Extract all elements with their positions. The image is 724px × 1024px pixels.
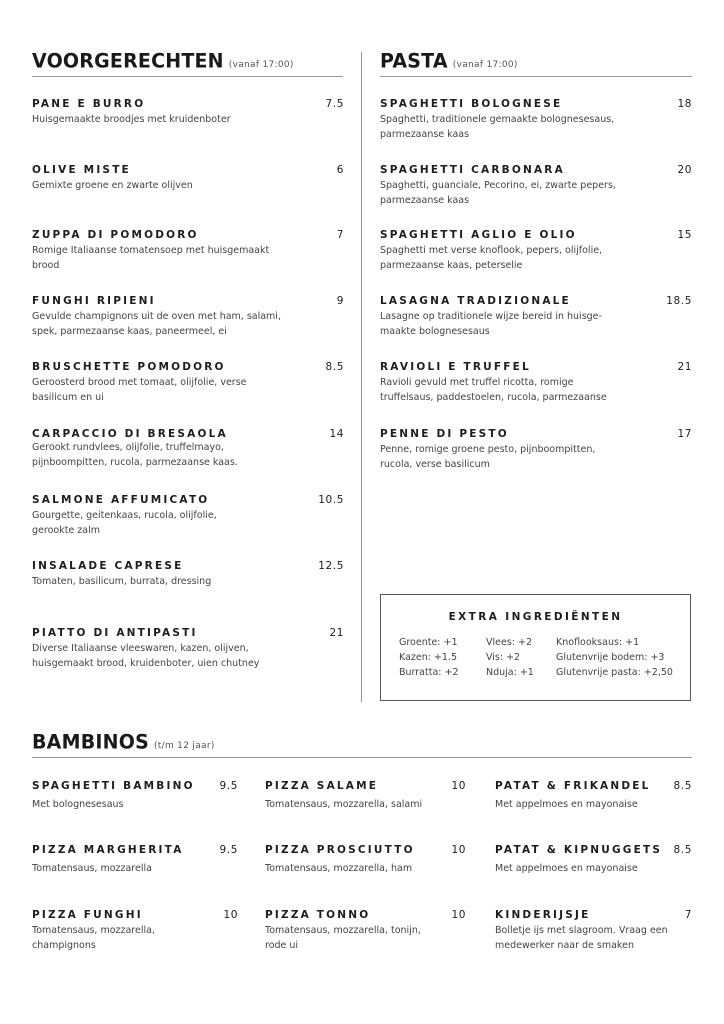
menu-item [32, 427, 344, 470]
menu-item [380, 97, 692, 142]
item-price: 18.5 [666, 295, 692, 307]
item-description: Gemixte groene en zwarte olijven [32, 180, 193, 191]
item-name: PIATTO DI ANTIPASTI [32, 627, 198, 639]
extra-ingredient: Groente: +1 [399, 637, 458, 648]
item-price: 12.5 [318, 560, 344, 572]
item-description: Huisgemaakte broodjes met kruidenboter [32, 114, 231, 125]
extra-ingredient: Burratta: +2 [399, 667, 459, 678]
menu-item [265, 908, 466, 953]
item-description: Penne, romige groene pesto, pijnboompitten, [380, 444, 596, 455]
item-description: Tomatensaus, mozzarella [32, 863, 152, 874]
item-name: SALMONE AFFUMICATO [32, 494, 210, 506]
menu-item [32, 559, 344, 589]
menu-item [265, 779, 466, 812]
bambinos-subtitle: (t/m 12 jaar) [153, 741, 215, 751]
item-description: Gourgette, geitenkaas, rucola, olijfolie, [32, 510, 217, 521]
item-description: Met appelmoes en mayonaise [495, 863, 638, 874]
item-description: Met bolognesesaus [32, 799, 124, 810]
item-description: Tomatensaus, mozzarella, ham [265, 863, 413, 874]
item-name: SPAGHETTI BOLOGNESE [380, 98, 563, 110]
item-description: Gevulde champignons uit de oven met ham, salami, [32, 311, 281, 322]
item-description: Tomaten, basilicum, burrata, dressing [32, 576, 212, 587]
item-name: INSALADE CAPRESE [32, 560, 184, 572]
item-description: gerookte zalm [32, 525, 100, 536]
item-name: PANE E BURRO [32, 98, 146, 110]
item-description: Tomatensaus, mozzarella, salami [265, 799, 423, 810]
item-description: basilicum en ui [32, 392, 104, 403]
item-price: 10 [451, 909, 466, 921]
menu-item [32, 843, 238, 876]
menu-item [495, 779, 692, 812]
extra-ingredient: Vlees: +2 [486, 637, 533, 648]
menu-item [32, 493, 344, 538]
menu-item [32, 228, 344, 273]
item-description: Met appelmoes en mayonaise [495, 799, 638, 810]
item-description: Gerookt rundvlees, olijfolie, truffelmayo, [32, 442, 224, 453]
menu-item [495, 908, 692, 953]
item-name: PIZZA SALAME [265, 780, 379, 792]
item-price: 10 [451, 780, 466, 792]
item-description: maakte bolognesesaus [380, 326, 490, 337]
voorgerechten-title: VOORGERECHTEN [32, 49, 224, 73]
extra-ingredient: Kazen: +1.5 [399, 652, 458, 663]
item-price: 17 [677, 428, 692, 440]
menu-item [32, 294, 344, 339]
item-price: 15 [677, 229, 692, 241]
item-name: KINDERIJSJE [495, 909, 591, 921]
item-name: SPAGHETTI AGLIO E OLIO [380, 229, 577, 241]
item-description: parmezaanse kaas [380, 195, 470, 206]
item-description: Spaghetti met verse knoflook, pepers, olijfolie, [380, 245, 603, 256]
item-name: PENNE DI PESTO [380, 428, 509, 440]
item-name: PIZZA FUNGHI [32, 909, 143, 921]
item-description: Spaghetti, guanciale, Pecorino, ei, zwarte pepers, [380, 180, 616, 191]
item-description: medewerker naar de smaken [495, 940, 634, 951]
item-name: CARPACCIO DI BRESAOLA [32, 428, 228, 440]
item-name: RAVIOLI E TRUFFEL [380, 361, 531, 373]
menu-item [380, 294, 692, 339]
item-description: Ravioli gevuld met truffel ricotta, romige [380, 377, 574, 388]
column-divider [361, 52, 362, 702]
item-price: 18 [677, 98, 692, 110]
item-price: 8.5 [673, 780, 692, 792]
menu-item [32, 97, 344, 127]
item-description: Geroosterd brood met tomaat, olijfolie, verse [32, 377, 247, 388]
item-name: LASAGNA TRADIZIONALE [380, 295, 571, 307]
item-description: Tomatensaus, mozzarella, [32, 925, 155, 936]
item-price: 9.5 [219, 780, 238, 792]
item-price: 20 [677, 164, 692, 176]
extra-ingredient: Knoflooksaus: +1 [556, 637, 640, 648]
item-price: 7.5 [325, 98, 344, 110]
extra-ingredients-box [380, 594, 691, 701]
item-price: 7 [684, 909, 692, 921]
menu-item [32, 163, 344, 193]
item-description: parmezaanse kaas [380, 129, 470, 140]
item-price: 6 [336, 164, 344, 176]
extra-ingredient: Glutenvrije bodem: +3 [556, 652, 665, 663]
menu-item [380, 427, 692, 472]
item-name: PIZZA TONNO [265, 909, 371, 921]
item-name: PIZZA PROSCIUTTO [265, 844, 415, 856]
item-description: Bolletje ijs met slagroom. Vraag een [495, 925, 668, 936]
item-name: SPAGHETTI BAMBINO [32, 780, 195, 792]
menu-item [380, 360, 692, 405]
item-description: spek, parmezaanse kaas, paneermeel, ei [32, 326, 227, 337]
item-name: FUNGHI RIPIENI [32, 295, 156, 307]
menu-item [495, 843, 692, 876]
item-price: 10.5 [318, 494, 344, 506]
item-description: pijnboompitten, rucola, parmezaanse kaas. [32, 457, 238, 468]
item-price: 10 [451, 844, 466, 856]
item-name: ZUPPA DI POMODORO [32, 229, 199, 241]
menu-item [32, 360, 344, 405]
item-description: Spaghetti, traditionele gemaakte bolognesesaus, [380, 114, 615, 125]
item-price: 9.5 [219, 844, 238, 856]
item-name: SPAGHETTI CARBONARA [380, 164, 565, 176]
pasta-header [380, 50, 692, 77]
menu-item [32, 779, 238, 812]
item-name: PATAT & FRIKANDEL [495, 780, 651, 792]
item-price: 9 [336, 295, 344, 307]
menu-item [380, 228, 692, 273]
item-price: 8.5 [325, 361, 344, 373]
item-price: 8.5 [673, 844, 692, 856]
menu-item [32, 626, 344, 671]
item-description: Romige Italiaanse tomatensoep met huisgemaakt [32, 245, 270, 256]
item-description: champignons [32, 940, 96, 951]
extra-ingredient: Vis: +2 [486, 652, 521, 663]
item-price: 21 [329, 627, 344, 639]
item-description: truffelsaus, paddestoelen, rucola, parmezaanse [380, 392, 607, 403]
bambinos-header [32, 731, 692, 758]
extra-ingredient: Glutenvrije pasta: +2,50 [556, 667, 673, 678]
extra-ingredients-title: EXTRA INGREDIËNTEN [448, 611, 623, 623]
item-description: Tomatensaus, mozzarella, tonijn, [265, 925, 421, 936]
item-price: 21 [677, 361, 692, 373]
pasta-subtitle: (vanaf 17:00) [452, 60, 518, 70]
extra-ingredient: Nduja: +1 [486, 667, 534, 678]
item-name: PATAT & KIPNUGGETS [495, 844, 663, 856]
item-name: BRUSCHETTE POMODORO [32, 361, 226, 373]
menu-item [265, 843, 466, 876]
item-description: rucola, verse basilicum [380, 459, 490, 470]
bambinos-title: BAMBINOS [32, 730, 149, 754]
item-name: OLIVE MISTE [32, 164, 131, 176]
item-description: Lasagne op traditionele wijze bereid in huisge- [380, 311, 602, 322]
pasta-title: PASTA [380, 49, 448, 73]
item-description: brood [32, 260, 60, 271]
item-description: rode ui [265, 940, 299, 951]
menu-item [380, 163, 692, 208]
item-name: PIZZA MARGHERITA [32, 844, 184, 856]
item-price: 14 [329, 428, 344, 440]
item-description: parmezaanse kaas, peterselie [380, 260, 523, 271]
menu-item [32, 908, 238, 953]
item-price: 7 [336, 229, 344, 241]
voorgerechten-subtitle: (vanaf 17:00) [228, 60, 294, 70]
item-description: huisgemaakt brood, kruidenboter, uien chutney [32, 658, 260, 669]
item-description: Diverse Italiaanse vleeswaren, kazen, olijven, [32, 643, 249, 654]
item-price: 10 [223, 909, 238, 921]
voorgerechten-header [32, 50, 343, 77]
